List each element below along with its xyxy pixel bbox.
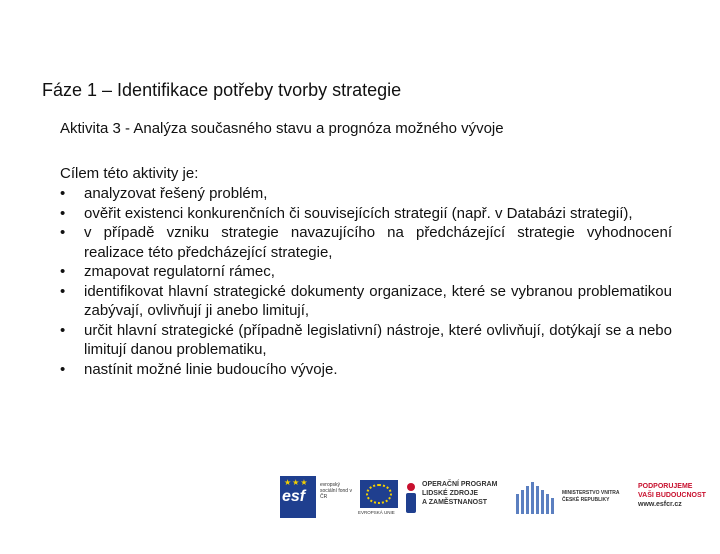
goals-list <box>60 184 672 379</box>
goal-item <box>60 360 672 380</box>
ministry-logo-icon <box>516 480 556 514</box>
support-line: VAŠI BUDOUCNOST <box>638 492 706 499</box>
slide-subtitle: Aktivita 3 - Analýza současného stavu a prognóza možného vývoje <box>60 120 504 137</box>
op-line: LIDSKÉ ZDROJE <box>422 490 479 497</box>
esf-caption: evropský sociální fond v ČR <box>320 482 352 500</box>
goal-text: zmapovat regulatorní rámec, <box>84 263 275 280</box>
goal-item <box>60 262 672 282</box>
stars-icon: ★★★ <box>284 478 309 487</box>
goal-text: v případě vzniku strategie navazujícího na předcházející strategie vyhodnocení realizace této předcházející strategie, <box>84 224 672 261</box>
goal-text: analyzovat řešený problém, <box>84 185 268 202</box>
support-text <box>638 482 718 526</box>
support-url: www.esfcr.cz <box>638 501 682 508</box>
goal-item <box>60 223 672 262</box>
esf-logo <box>280 476 316 518</box>
intro-text: Cílem této aktivity je: <box>60 165 199 182</box>
support-line: PODPORUJEME <box>638 483 693 490</box>
goal-item <box>60 204 672 224</box>
goal-text: určit hlavní strategické (případně legislativní) nástroje, které ovlivňují, dotýkají se a nebo limitují danou problematiku, <box>84 321 672 358</box>
bullet-icon: • <box>60 360 66 378</box>
goal-text: identifikovat hlavní strategické dokumenty organizace, které se vybranou problematikou zabývají, ovlivňují ji anebo limitují, <box>84 282 672 319</box>
bullet-icon: • <box>60 321 66 339</box>
goal-item <box>60 184 672 204</box>
bullet-icon: • <box>60 224 66 241</box>
footer-logos <box>280 476 720 522</box>
bullet-icon: • <box>60 263 66 280</box>
op-line: A ZAMĚSTNANOST <box>422 499 488 506</box>
esf-logo-text: esf <box>282 488 306 505</box>
goal-item <box>60 282 672 321</box>
goal-item <box>60 321 672 360</box>
op-program-text <box>422 480 512 524</box>
goal-text: ověřit existenci konkurenčních či souvisejících strategií (např. v Databázi strategií), <box>84 204 633 222</box>
bullet-icon: • <box>60 282 66 300</box>
bullet-icon: • <box>60 204 66 222</box>
slide-title: Fáze 1 – Identifikace potřeby tvorby strategie <box>42 80 402 100</box>
ministry-line: ČESKÉ REPUBLIKY <box>562 497 610 503</box>
ministry-line: MINISTERSTVO VNITRA <box>562 490 620 496</box>
op-line: OPERAČNÍ PROGRAM <box>422 481 498 488</box>
eu-flag-icon <box>360 480 398 508</box>
goal-text: nastínit možné linie budoucího vývoje. <box>84 360 338 378</box>
bullet-icon: • <box>60 185 66 202</box>
op-person-icon <box>404 482 418 514</box>
eu-caption: EVROPSKÁ UNIE <box>358 510 395 515</box>
ministry-text <box>562 490 626 534</box>
